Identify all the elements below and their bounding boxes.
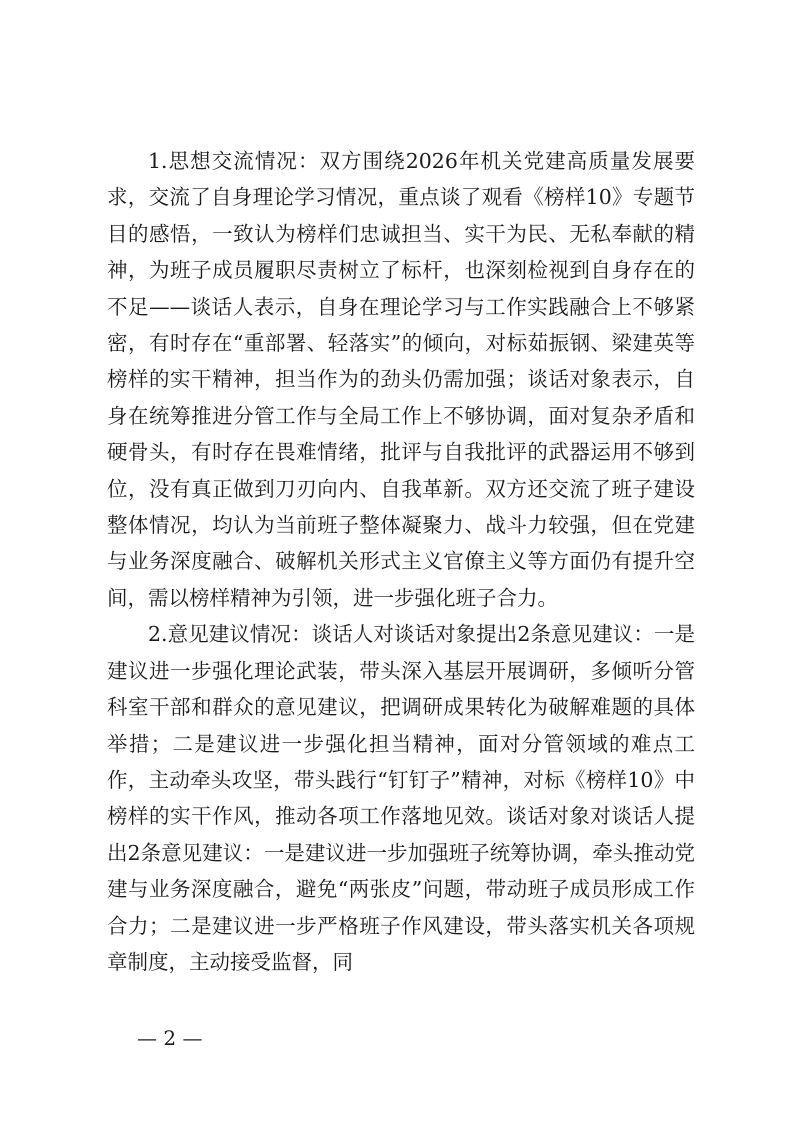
paragraph-opinions-suggestions: 2.意见建议情况：谈话人对谈话对象提出2条意见建议：一是建议进一步强化理论武装，带头深入基层开展调研，多倾听分管科室干部和群众的意见建议，把调研成果转化为破解难题的具体举措；二是建议进一步强化担当精神，面对分管领域的难点工作，主动牵头攻坚，带头践行“钉钉子”精神，对标《榜样10》中榜样的实干作风，推动各项工作落地见效。谈话对象对谈话人提出2条意见建议：一是建议进一步加强班子统筹协调，牵头推动党建与业务深度融合，避免“两张皮”问题，带动班子成员形成工作合力；二是建议进一步严格班子作风建设，带头落实机关各项规章制度，主动接受监督，同 (107, 622, 695, 974)
paragraph-ideological-exchange: 1.思想交流情况：双方围绕2026年机关党建高质量发展要求，交流了自身理论学习情况，重点谈了观看《榜样10》专题节目的感悟，一致认为榜样们忠诚担当、实干为民、无私奉献的精神，为班子成员履职尽责树立了标杆，也深刻检视到自身存在的不足——谈话人表示，自身在理论学习与工作实践融合上不够紧密，有时存在“重部署、轻落实”的倾向，对标茹振钢、梁建英等榜样的实干精神，担当作为的劲头仍需加强；谈话对象表示，自身在统筹推进分管工作与全局工作上不够协调，面对复杂矛盾和硬骨头，有时存在畏难情绪，批评与自我批评的武器运用不够到位，没有真正做到刀刃向内、自我革新。双方还交流了班子建设整体情况，均认为当前班子整体凝聚力、战斗力较强，但在党建与业务深度融合、破解机关形式主义官僚主义等方面仍有提升空间，需以榜样精神为引领，进一步强化班子合力。 (107, 149, 695, 610)
document-body (107, 143, 695, 980)
page-number: — 2 — (137, 1026, 203, 1050)
